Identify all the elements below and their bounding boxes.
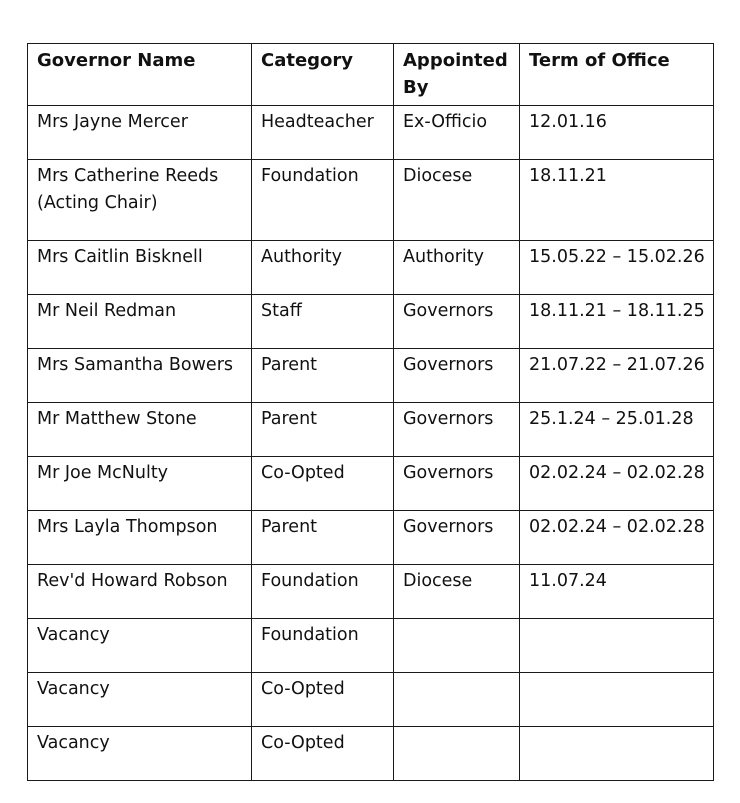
cell-governor-name: Mrs Layla Thompson — [28, 511, 252, 565]
cell-appointed-by: Ex-Officio — [394, 106, 520, 160]
table-row — [28, 619, 714, 673]
cell-term-of-office: 15.05.22 – 15.02.26 — [520, 241, 714, 295]
cell-appointed-by: Authority — [394, 241, 520, 295]
cell-term-of-office: 02.02.24 – 02.02.28 — [520, 511, 714, 565]
header-category: Category — [252, 44, 394, 106]
table-row — [28, 106, 714, 160]
cell-category: Parent — [252, 403, 394, 457]
cell-governor-name: Mrs Catherine Reeds (Acting Chair) — [28, 160, 252, 241]
cell-term-of-office: 11.07.24 — [520, 565, 714, 619]
cell-governor-name: Vacancy — [28, 727, 252, 781]
header-term-of-office: Term of Office — [520, 44, 714, 106]
cell-appointed-by: Governors — [394, 403, 520, 457]
cell-governor-name: Mrs Samantha Bowers — [28, 349, 252, 403]
table-row — [28, 241, 714, 295]
cell-appointed-by: Governors — [394, 295, 520, 349]
cell-category: Authority — [252, 241, 394, 295]
header-governor-name: Governor Name — [28, 44, 252, 106]
table-row — [28, 511, 714, 565]
table-header-row — [28, 44, 714, 106]
cell-category: Co-Opted — [252, 727, 394, 781]
cell-category: Parent — [252, 349, 394, 403]
governors-table — [27, 43, 714, 781]
table-row — [28, 457, 714, 511]
cell-term-of-office: 18.11.21 – 18.11.25 — [520, 295, 714, 349]
cell-term-of-office — [520, 619, 714, 673]
cell-appointed-by — [394, 619, 520, 673]
cell-category: Foundation — [252, 565, 394, 619]
cell-governor-name: Mr Matthew Stone — [28, 403, 252, 457]
cell-term-of-office — [520, 727, 714, 781]
cell-category: Co-Opted — [252, 457, 394, 511]
table-row — [28, 403, 714, 457]
cell-governor-name: Vacancy — [28, 673, 252, 727]
table-row — [28, 727, 714, 781]
cell-governor-name: Mrs Caitlin Bisknell — [28, 241, 252, 295]
cell-appointed-by — [394, 727, 520, 781]
table-row — [28, 673, 714, 727]
cell-term-of-office: 18.11.21 — [520, 160, 714, 241]
cell-appointed-by: Governors — [394, 457, 520, 511]
cell-appointed-by — [394, 673, 520, 727]
cell-governor-name: Rev'd Howard Robson — [28, 565, 252, 619]
cell-term-of-office: 21.07.22 – 21.07.26 — [520, 349, 714, 403]
cell-category: Foundation — [252, 619, 394, 673]
cell-governor-name: Vacancy — [28, 619, 252, 673]
cell-term-of-office: 02.02.24 – 02.02.28 — [520, 457, 714, 511]
cell-appointed-by: Governors — [394, 511, 520, 565]
cell-governor-name: Mrs Jayne Mercer — [28, 106, 252, 160]
cell-governor-name: Mr Joe McNulty — [28, 457, 252, 511]
cell-category: Foundation — [252, 160, 394, 241]
cell-appointed-by: Diocese — [394, 565, 520, 619]
cell-governor-name: Mr Neil Redman — [28, 295, 252, 349]
table-row — [28, 349, 714, 403]
table-row — [28, 160, 714, 241]
cell-term-of-office — [520, 673, 714, 727]
cell-category: Co-Opted — [252, 673, 394, 727]
cell-category: Parent — [252, 511, 394, 565]
cell-term-of-office: 25.1.24 – 25.01.28 — [520, 403, 714, 457]
cell-appointed-by: Diocese — [394, 160, 520, 241]
table-row — [28, 565, 714, 619]
header-appointed-by: Appointed By — [394, 44, 520, 106]
cell-category: Staff — [252, 295, 394, 349]
cell-appointed-by: Governors — [394, 349, 520, 403]
table-row — [28, 295, 714, 349]
cell-category: Headteacher — [252, 106, 394, 160]
cell-term-of-office: 12.01.16 — [520, 106, 714, 160]
